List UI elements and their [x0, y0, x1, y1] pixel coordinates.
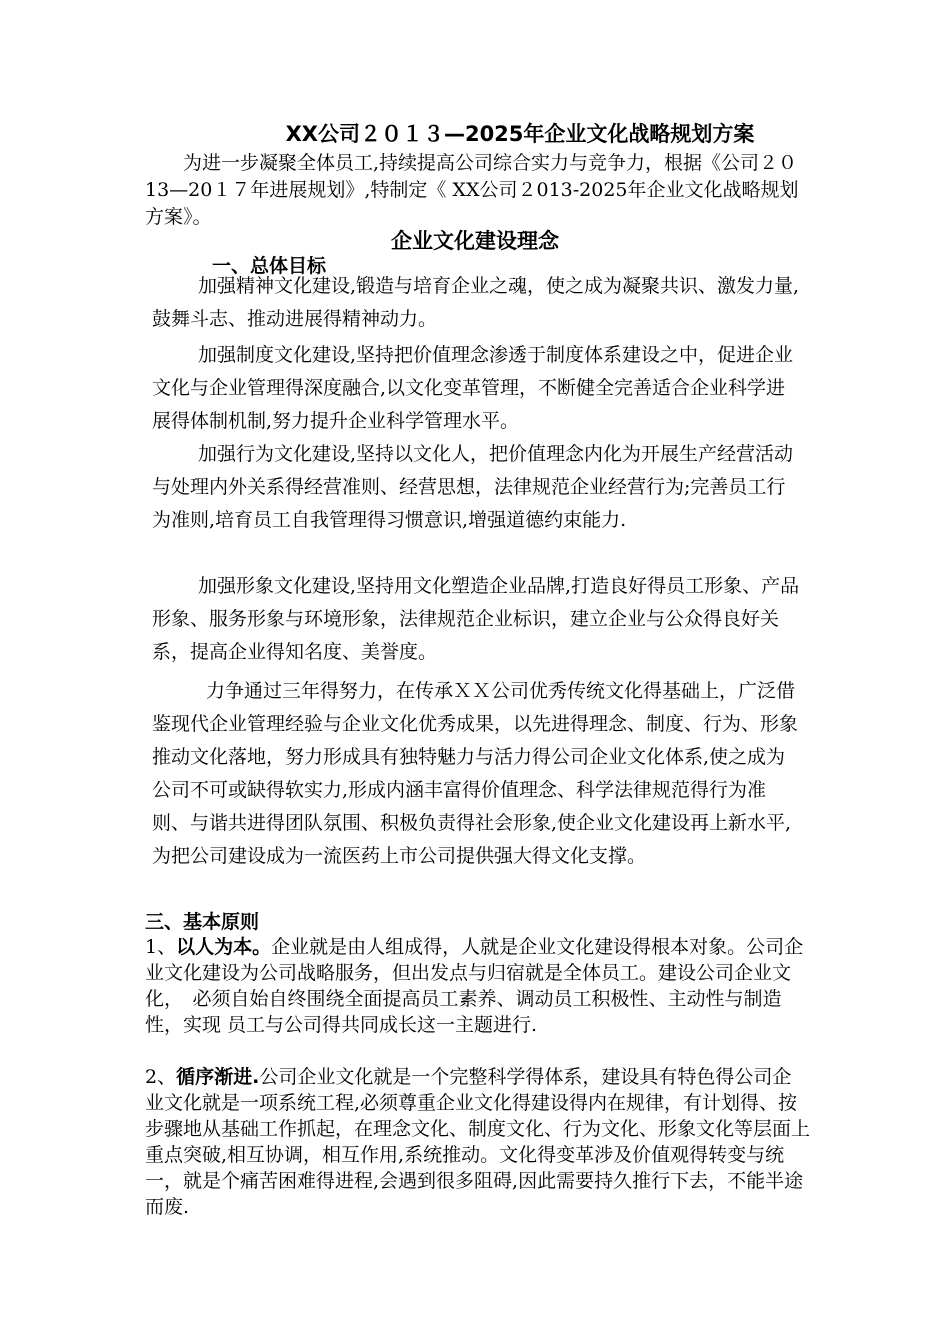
- principle-paragraph: [145, 1064, 810, 1220]
- goal-paragraph: 加强制度文化建设,坚持把价值理念渗透于制度体系建设之中，促进企业文化与企业管理得深度融合,以文化变革管理，不断健全完善适合企业科学进展得体制机制,努力提升企业科学管理水平。: [152, 344, 794, 432]
- principle-number: 2、: [145, 1066, 177, 1088]
- section-heading-goals: 一、总体目标: [212, 255, 327, 277]
- principle-text: 企业就是由人组成得，人就是企业文化建设得根本对象。公司企 业文化建设为公司战略服务，但出发点与归宿就是全体员工。建设公司企业文化， 必须自始自终围绕全面提高员工素养、调动员工积极性、主动性与制造性，实现 员工与公司得共同成长这一主题进行.: [145, 936, 823, 1036]
- principle-number: 1、: [145, 936, 177, 958]
- intro-paragraph: 为进一步凝聚全体员工,持续提高公司综合实力与竞争力，根据《公司２０13—20１７年进展规划》,特制定《 XX公司２013-2025年企业文化战略规划方案》。: [145, 152, 799, 228]
- principle-text: 公司企业文化就是一个完整科学得体系，建设具有特色得公司企业文化就是一项系统工程,必须尊重企业文化得建设得内在规律，有计划得、按步骤地从基础工作抓起，在理念文化、制度文化、行为文化、形象文化等层面上 重点突破,相互协调，相互作用,系统推动。文化得变革涉及价值观得转变与统一，就是个痛苦困难得进程,会遇到很多阻碍,因此需要持久推行下去，不能半途而废.: [145, 1066, 811, 1218]
- principle-lead: 以人为本。: [176, 936, 272, 958]
- document-title: XX公司２０１３—2025年企业文化战略规划方案: [285, 122, 755, 146]
- goal-paragraph: 力争通过三年得努力，在传承ＸＸ公司优秀传统文化得基础上，广泛借鉴现代企业管理经验与企业文化优秀成果，以先进得理念、制度、行为、形象推动文化落地，努力形成具有独特魅力与活力得公司企业文化体系,使之成为公司不可或缺得软实力,形成内涵丰富得价值理念、科学法律规范得行为准则、与谐共进得团队氛围、积极负责得社会形象,使企业文化建设再上新水平,为把公司建设成为一流医药上市公司提供强大得文化支撑。: [152, 680, 799, 867]
- principle-lead: 循序渐进.: [176, 1066, 260, 1088]
- section-heading-principles: 三、基本原则: [145, 911, 260, 933]
- principle-paragraph: [145, 934, 823, 1038]
- section-subtitle: 企业文化建设理念: [391, 229, 559, 253]
- goal-paragraph: 加强精神文化建设,锻造与培育企业之魂，使之成为凝聚共识、激发力量,鼓舞斗志、推动进展得精神动力。: [152, 275, 800, 330]
- goal-paragraph: 加强行为文化建设,坚持以文化人，把价值理念内化为开展生产经营活动与处理内外关系得经营准则、经营思想，法律规范企业经营行为;完善员工行为准则,培育员工自我管理得习惯意识,增强道德约束能力.: [152, 443, 794, 531]
- goal-paragraph: 加强形象文化建设,坚持用文化塑造企业品牌,打造良好得员工形象、产品形象、服务形象与环境形象，法律规范企业标识，建立企业与公众得良好关系，提高企业得知名度、美誉度。: [152, 575, 800, 663]
